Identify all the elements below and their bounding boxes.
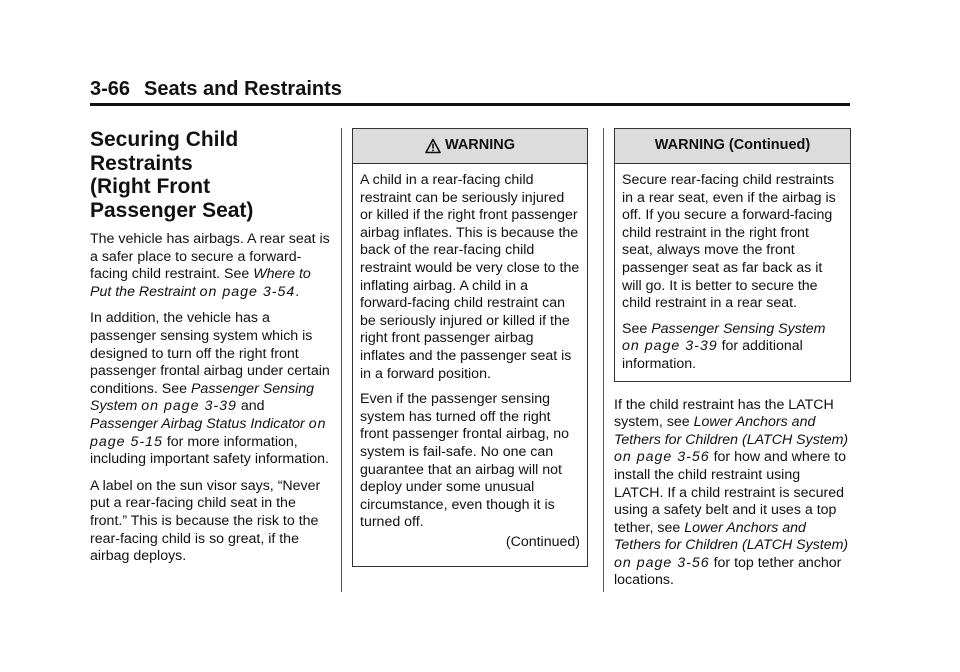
continued-label: (Continued) [505, 533, 580, 550]
warning-body [353, 164, 587, 566]
cross-reference-link[interactable]: Passenger Sensing System on page 3-39 [90, 380, 315, 415]
column-right [614, 128, 851, 599]
warning-paragraph: Even if the passenger sensing system has turned off the right front passenger frontal airbag, no system is fail-safe. No one can guarantee that an airbag will not deploy under some unusual circumstance, even though it is turned off. [360, 391, 570, 531]
cross-reference-link[interactable]: Lower Anchors and Tethers for Children (LATCH System) on page 3-56 [614, 519, 849, 571]
cross-reference-link[interactable]: Where to Put the Restraint on page 3-54 [90, 266, 311, 300]
column-divider [603, 128, 604, 592]
header-rule [90, 103, 850, 106]
warning-header [353, 129, 587, 164]
page-header [90, 78, 342, 101]
warning-paragraph: See Passenger Sensing System on page 3-39 for additional information. [622, 320, 826, 372]
paragraph: The vehicle has airbags. A rear seat is a safer place to secure a forward-facing child restraint. See Where to Put the Restraint on page 3-54. [90, 231, 330, 300]
section-title: Seats and Restraints [144, 78, 342, 100]
warning-triangle-icon [425, 138, 441, 154]
warning-continued-header: WARNING (Continued) [615, 129, 850, 164]
paragraph: A label on the sun visor says, “Never put a rear-facing child seat in the front.” This is because the risk to the rear-facing child is so great, if the airbag deploys. [90, 477, 321, 565]
warning-title: WARNING [444, 137, 516, 154]
paragraph: If the child restraint has the LATCH system, see Lower Anchors and Tethers for Children (LATCH System) on page 3-56 for how and where to install the child restraint using LATCH. If a child restraint is secured using a safety belt and it uses a top tether, see Lower Anchors and Tethers for Children (LATCH System) on page 3-56 for top tether anchor locations. [614, 396, 849, 589]
cross-reference-link[interactable]: Passenger Sensing System on page 3-39 [622, 320, 826, 355]
column-divider [341, 128, 342, 592]
column-middle [352, 128, 588, 567]
section-heading: Securing Child Restraints (Right Front Passenger Seat) [90, 128, 254, 222]
warning-paragraph: A child in a rear-facing child restraint can be seriously injured or killed if the right front passenger airbag inflates. This is because the back of the rear-facing child restraint would be very close to the inflating airbag. A child in a forward-facing child restraint can be seriously injured or killed if the right front passenger airbag inflates and the passenger seat is in a forward position. [360, 172, 580, 382]
warning-continued-body [615, 164, 850, 381]
warning-paragraph: Secure rear-facing child restraints in a rear seat, even if the airbag is off. If you secure a forward-facing child restraint in the right front seat, always move the front passenger seat as far back as it will go. It is better to secure the child restraint in a rear seat. [622, 172, 836, 312]
warning-continued-box [614, 128, 851, 382]
cross-reference-link[interactable]: Passenger Airbag Status Indicator on page 5-15 [90, 415, 327, 450]
page-number: 3-66 [90, 78, 131, 100]
column-left [90, 128, 333, 575]
cross-reference-link[interactable]: Lower Anchors and Tethers for Children (LATCH System) on page 3-56 [614, 414, 849, 466]
warning-box [352, 128, 588, 567]
paragraph: In addition, the vehicle has a passenger sensing system which is designed to turn off the right front passenger frontal airbag under certain conditions. See Passenger Sensing System on page 3-39 and Passenger Airbag Status Indicator on page 5-15 for more information, including important safety information. [90, 310, 330, 468]
